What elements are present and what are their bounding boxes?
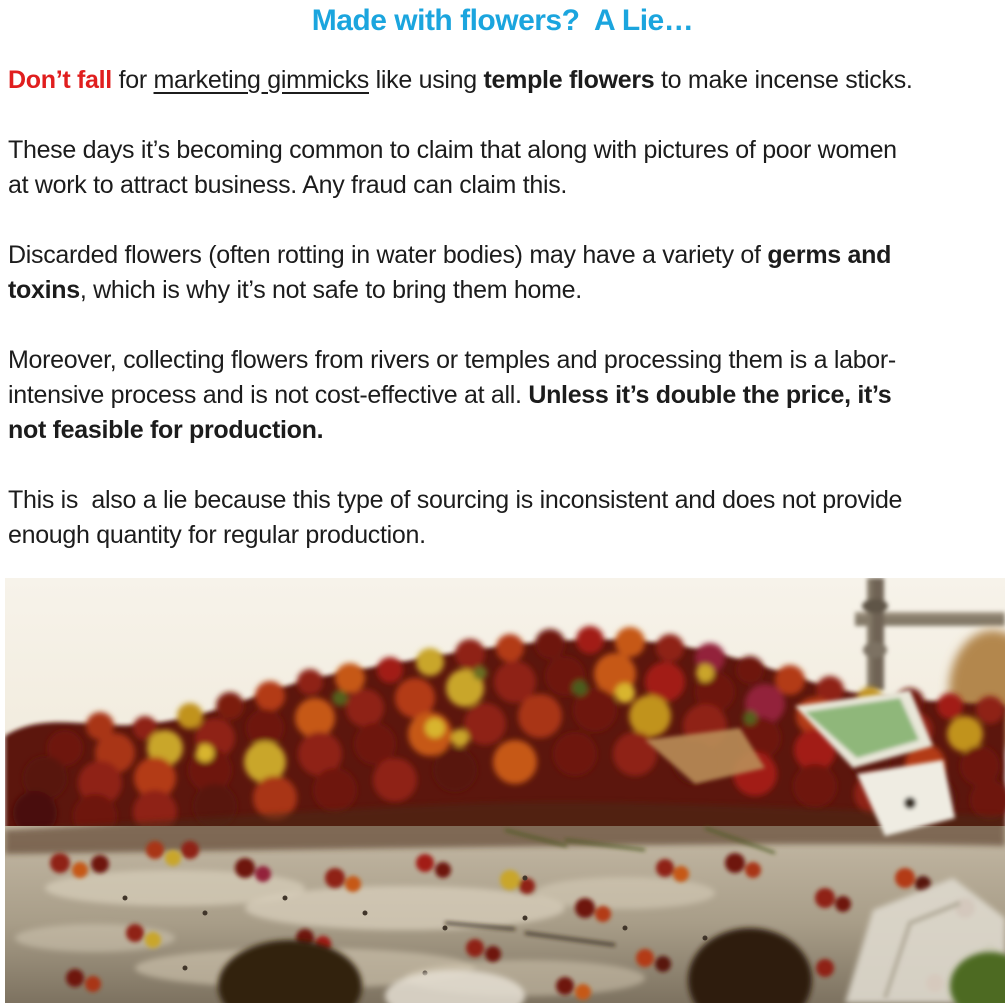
paragraph xyxy=(8,63,997,98)
text-line: This is also a lie because this type of sourcing is inconsistent and does not provide xyxy=(8,486,903,514)
text-line: Don’t fall for marketing gimmicks like using temple flowers to make incense sticks. xyxy=(8,66,913,94)
text-line: at work to attract business. Any fraud can claim this. xyxy=(8,171,568,199)
paragraph xyxy=(8,133,997,203)
discarded-flowers-photo xyxy=(5,578,1005,1003)
paragraph xyxy=(8,483,997,553)
paragraph xyxy=(8,343,997,448)
article-body xyxy=(0,63,1005,553)
text-line: These days it’s becoming common to claim that along with pictures of poor women xyxy=(8,136,897,164)
photo-illustration xyxy=(5,578,1005,1003)
text-line: Discarded flowers (often rotting in water bodies) may have a variety of germs and xyxy=(8,241,892,269)
paragraph xyxy=(8,238,997,308)
text-line: not feasible for production. xyxy=(8,416,324,444)
text-line: Moreover, collecting flowers from rivers or temples and processing them is a labor- xyxy=(8,346,896,374)
text-line: toxins, which is why it’s not safe to bring them home. xyxy=(8,276,582,304)
page-title: Made with flowers? A Lie… xyxy=(311,4,694,37)
text-line: enough quantity for regular production. xyxy=(8,521,426,549)
text-line: intensive process and is not cost-effective at all. Unless it’s double the price, it’s xyxy=(8,381,892,409)
